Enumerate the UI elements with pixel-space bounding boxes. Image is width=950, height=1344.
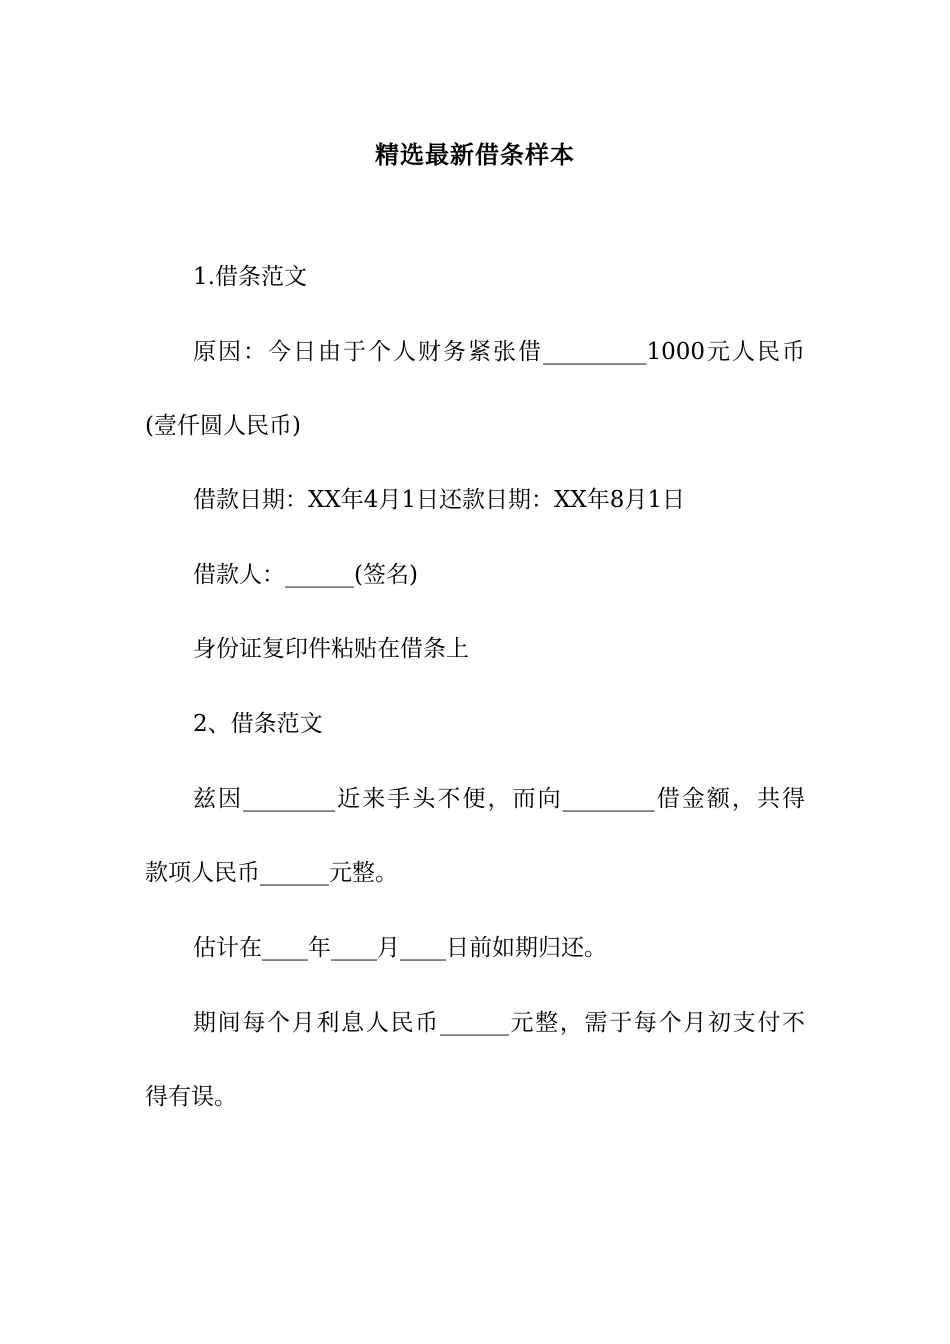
repayment-date-line: 估计在____年____月____日前如期归还。 <box>193 935 607 961</box>
interest-line: 期间每个月利息人民币______元整，需于每个月初支付不 <box>193 1010 805 1036</box>
paragraph-loan-line: 兹因________近来手头不便，而向________借金额，共得 <box>193 786 805 812</box>
paragraph-reason-continuation: (壹仟圆人民币) <box>145 413 301 439</box>
page-title: 精选最新借条样本 <box>375 140 575 169</box>
id-copy-note: 身份证复印件粘贴在借条上 <box>193 636 469 662</box>
section-heading-1: 1.借条范文 <box>193 264 307 290</box>
section-heading-2: 2、借条范文 <box>193 711 323 737</box>
interest-continuation: 得有误。 <box>145 1084 237 1110</box>
paragraph-loan-continuation: 款项人民币______元整。 <box>145 860 398 886</box>
loan-dates-line: 借款日期：XX年4月1日还款日期：XX年8月1日 <box>193 487 686 513</box>
borrower-signature-line: 借款人：______(签名) <box>193 562 418 588</box>
paragraph-reason-line: 原因：今日由于个人财务紧张借_________1000元人民币 <box>193 339 805 365</box>
